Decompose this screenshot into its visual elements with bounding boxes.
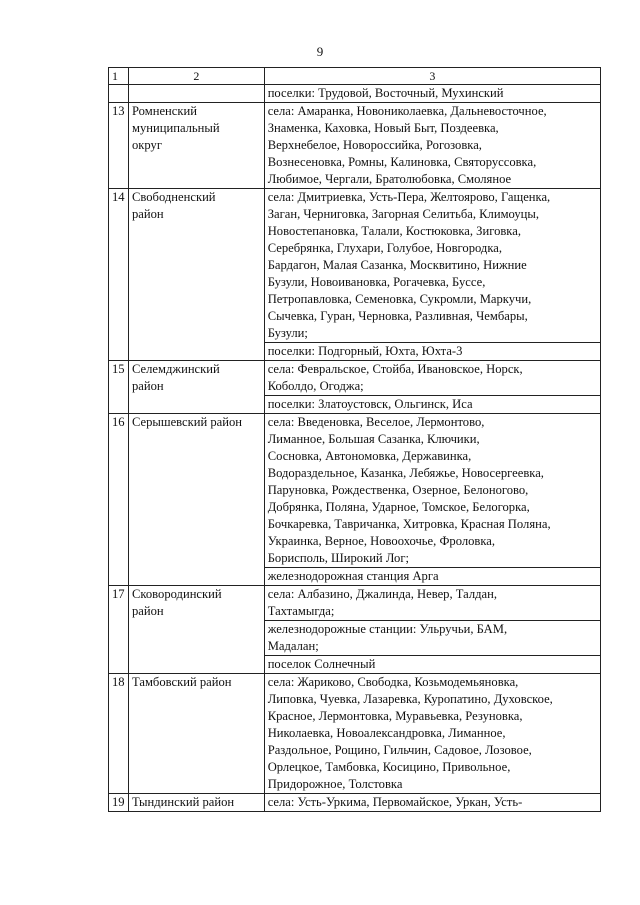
settlement-line: Сычевка, Гуран, Черновка, Разливная, Чембары, xyxy=(267,309,528,323)
district-name-line: Серышевский район xyxy=(131,415,243,429)
settlement-block xyxy=(268,361,597,395)
settlement-block xyxy=(265,620,600,655)
settlement-line: села: Введеновка, Веселое, Лермонтово, xyxy=(267,415,485,429)
settlement-line: Водораздельное, Казанка, Лебяжье, Новосергеевка, xyxy=(267,466,544,480)
settlement-line: Красное, Лермонтовка, Муравьевка, Резуновка, xyxy=(267,709,523,723)
settlement-line: Борисполь, Широкий Лог; xyxy=(267,551,410,565)
settlement-line: Добрянка, Поляна, Ударное, Томское, Белогорка, xyxy=(267,500,530,514)
row-number: 13 xyxy=(109,103,129,189)
district-name xyxy=(128,361,264,414)
district-name-line: Свободненский xyxy=(131,190,216,204)
settlement-line: Лиманное, Большая Сазанка, Ключики, xyxy=(267,432,480,446)
row-number: 15 xyxy=(109,361,129,414)
settlements-cell xyxy=(264,361,600,414)
settlement-line: Вознесеновка, Ромны, Калиновка, Святоруссовка, xyxy=(267,155,537,169)
settlement-line: Украинка, Верное, Новоохочье, Фроловка, xyxy=(267,534,496,548)
district-name xyxy=(128,674,264,794)
settlement-line: Липовка, Чуевка, Лазаревка, Куропатино, Духовское, xyxy=(267,692,553,706)
settlement-line: Бардагон, Малая Сазанка, Москвитино, Нижние xyxy=(267,258,527,272)
row-number: 16 xyxy=(109,414,129,586)
settlement-line: Любимое, Чергали, Братолюбовка, Смоляное xyxy=(267,172,512,186)
table-row xyxy=(109,189,601,361)
page-number: 9 xyxy=(316,44,324,59)
settlement-line: поселок Солнечный xyxy=(267,657,376,671)
settlement-block xyxy=(265,342,600,360)
district-name-line: район xyxy=(131,379,164,393)
table-row xyxy=(109,586,601,674)
continuation-row xyxy=(109,85,601,103)
settlement-block xyxy=(268,414,597,567)
district-name xyxy=(128,794,264,812)
district-name-line: Сковородинский xyxy=(131,587,222,601)
district-name-line: Селемджинский xyxy=(131,362,220,376)
settlement-line: железнодорожные станции: Ульручьи, БАМ, xyxy=(267,622,508,636)
district-name-line: район xyxy=(131,604,164,618)
settlement-block xyxy=(268,189,597,342)
settlement-line: железнодорожная станция Арга xyxy=(267,569,439,583)
settlement-line: села: Дмитриевка, Усть-Пера, Желтоярово, Гащенка, xyxy=(267,190,551,204)
settlement-line: Новостепановка, Талали, Костюковка, Зиговка, xyxy=(267,224,521,238)
settlement-block xyxy=(268,794,597,811)
table-row xyxy=(109,361,601,414)
settlement-line: Тахтамыгда; xyxy=(267,604,335,618)
settlement-block xyxy=(265,655,600,673)
settlement-line: Бузули; xyxy=(267,326,308,340)
settlement-line: Паруновка, Рождественка, Озерное, Белоногово, xyxy=(267,483,529,497)
settlement-line: села: Усть-Уркима, Первомайское, Уркан, Усть- xyxy=(267,795,523,809)
settlement-block xyxy=(268,674,597,793)
settlement-line: Бочкаревка, Тавричанка, Хитровка, Красная Поляна, xyxy=(267,517,551,531)
settlements-table xyxy=(108,67,601,812)
district-name-line: Тамбовский район xyxy=(131,675,232,689)
settlements-cell xyxy=(264,103,600,189)
settlement-line: Бузули, Новоивановка, Рогачевка, Буссе, xyxy=(267,275,486,289)
district-name-line: Тындинский район xyxy=(131,795,235,809)
row-number: 14 xyxy=(109,189,129,361)
settlement-line: села: Албазино, Джалинда, Невер, Талдан, xyxy=(267,587,498,601)
district-name-line: округ xyxy=(131,138,162,152)
district-name xyxy=(128,189,264,361)
table-row xyxy=(109,103,601,189)
settlement-line: села: Амаранка, Новониколаевка, Дальневосточное, xyxy=(267,104,547,118)
settlements-cell xyxy=(264,414,600,586)
district-name xyxy=(128,103,264,189)
district-name xyxy=(128,414,264,586)
settlement-line: села: Февральское, Стойба, Ивановское, Норск, xyxy=(267,362,523,376)
settlement-line: Серебрянка, Глухари, Голубое, Новгородка, xyxy=(267,241,502,255)
settlement-line: Заган, Черниговка, Загорная Селитьба, Климоуцы, xyxy=(267,207,540,221)
header-col-1: 1 xyxy=(109,68,129,85)
row-number: 18 xyxy=(109,674,129,794)
settlement-line: поселки: Златоустовск, Ольгинск, Иса xyxy=(267,397,473,411)
settlements-cell xyxy=(264,794,600,812)
continuation-text: поселки: Трудовой, Восточный, Мухинский xyxy=(264,85,600,103)
district-name xyxy=(128,586,264,674)
settlement-line: Знаменка, Каховка, Новый Быт, Поздеевка, xyxy=(267,121,499,135)
settlement-block xyxy=(265,395,600,413)
header-col-3: 3 xyxy=(264,68,600,85)
settlement-line: Николаевка, Новоалександровка, Лиманное, xyxy=(267,726,506,740)
settlement-line: поселки: Подгорный, Юхта, Юхта-3 xyxy=(267,344,463,358)
settlement-block xyxy=(265,567,600,585)
row-number: 19 xyxy=(109,794,129,812)
table-header-row xyxy=(109,68,601,85)
district-name-line: Ромненский xyxy=(131,104,197,118)
settlement-line: Придорожное, Толстовка xyxy=(267,777,403,791)
table-row xyxy=(109,794,601,812)
settlement-block xyxy=(268,103,597,188)
table-row xyxy=(109,414,601,586)
settlement-line: Петропавловка, Семеновка, Сукромли, Маркучи, xyxy=(267,292,532,306)
settlement-line: Верхнебелое, Новороссийка, Рогозовка, xyxy=(267,138,482,152)
district-name-line: район xyxy=(131,207,164,221)
settlement-block xyxy=(268,586,597,620)
settlement-line: Коболдо, Огоджа; xyxy=(267,379,364,393)
settlement-line: села: Жариково, Свободка, Козьмодемьяновка, xyxy=(267,675,519,689)
table-row xyxy=(109,674,601,794)
settlements-cell xyxy=(264,674,600,794)
settlement-line: Раздольное, Рощино, Гильчин, Садовое, Лозовое, xyxy=(267,743,532,757)
header-col-2: 2 xyxy=(128,68,264,85)
settlement-line: Орлецкое, Тамбовка, Косицино, Привольное, xyxy=(267,760,511,774)
district-name-line: муниципальный xyxy=(131,121,220,135)
settlement-line: Сосновка, Автономовка, Державинка, xyxy=(267,449,472,463)
settlements-cell xyxy=(264,189,600,361)
settlements-cell xyxy=(264,586,600,674)
settlement-line: Мадалан; xyxy=(267,639,319,653)
row-number: 17 xyxy=(109,586,129,674)
